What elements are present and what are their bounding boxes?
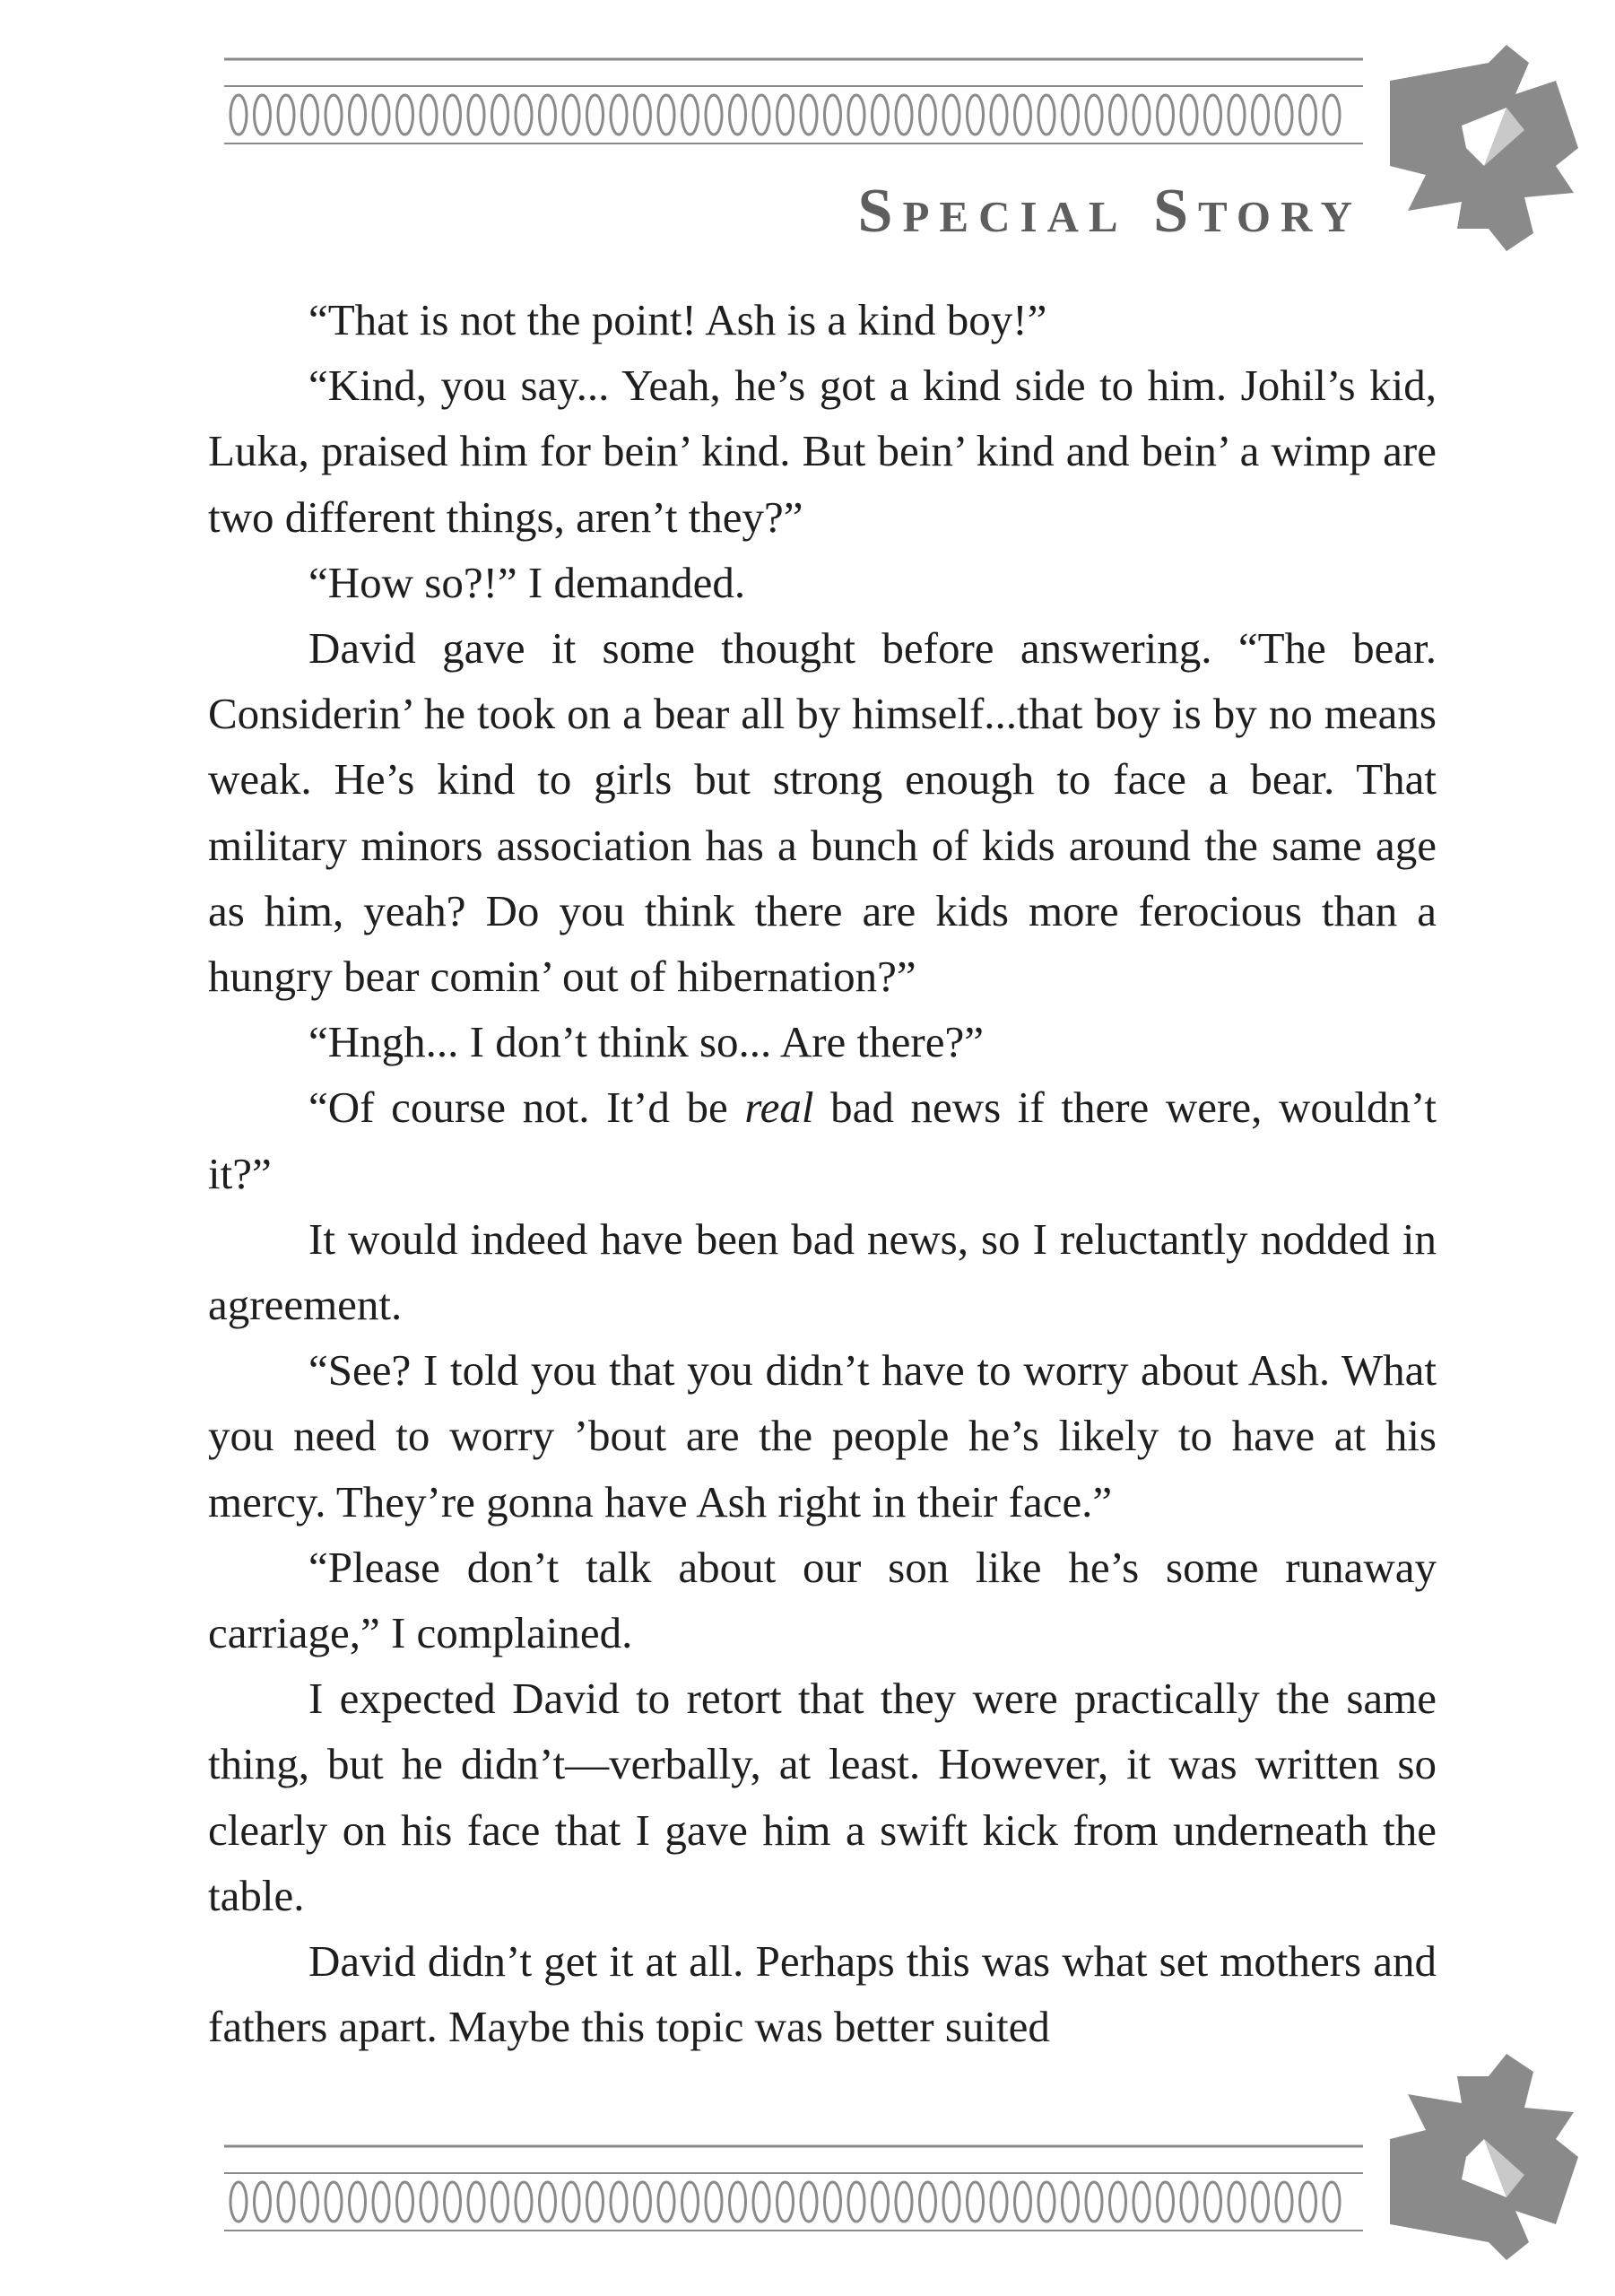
chain-link <box>1253 95 1269 135</box>
chain-link <box>1086 2182 1102 2222</box>
puzzle-piece-corner-icon <box>1372 2054 1578 2260</box>
chain-link <box>421 2182 437 2222</box>
chain-link <box>326 95 342 135</box>
chain-link <box>1229 2182 1245 2222</box>
chain-link <box>658 2182 674 2222</box>
chain-link <box>682 2182 699 2222</box>
chain-link <box>1063 2182 1079 2222</box>
paragraph: “Kind, you say... Yeah, he’s got a kind side to him. Johil’s kid, Luka, praised him for bein’ kind. But bein’ kind and bein’ a wimp are two different things, aren’t they?” <box>208 361 1437 542</box>
chain-link <box>421 95 437 135</box>
paragraph: David didn’t get it at all. Perhaps this was what set mothers and fathers apart. Maybe this topic was better suited <box>208 1936 1437 2052</box>
paragraph: It would indeed have been bad news, so I reluctantly nodded in agreement. <box>208 1213 1437 1330</box>
chain-link <box>825 95 841 135</box>
chain-link <box>920 2182 936 2222</box>
chain-link <box>873 95 889 135</box>
paragraph-text: “Of course not. It’d be <box>308 1083 745 1133</box>
chain-link <box>1181 95 1197 135</box>
chain-link <box>682 95 699 135</box>
chain-link <box>1300 2182 1316 2222</box>
chain-link <box>587 2182 603 2222</box>
chain-link <box>943 95 959 135</box>
chain-link <box>468 2182 484 2222</box>
chain-link <box>468 95 484 135</box>
chain-link <box>896 2182 912 2222</box>
puzzle-piece-corner-icon <box>1372 45 1578 251</box>
chain-link <box>350 2182 366 2222</box>
chain-link <box>1276 2182 1292 2222</box>
page-header-title: Special Story <box>857 177 1362 246</box>
chain-link <box>1276 95 1292 135</box>
paragraph: “See? I told you that you didn’t have to worry about Ash. What you need to worry ’bout are the people he’s likely to have at his mercy. They’re gonna have Ash right in their face.” <box>208 1345 1437 1526</box>
chain-link <box>563 2182 579 2222</box>
chain-link <box>968 2182 984 2222</box>
chain-link <box>1038 95 1055 135</box>
paragraph: I expected David to retort that they were practically the same thing, but he didn’t—verbally, at least. However, it was written so clearly on his face that I gave him a swift kick from underneath the table. <box>208 1674 1437 1920</box>
chain-link <box>563 95 579 135</box>
chain-link <box>1181 2182 1197 2222</box>
chain-link <box>658 95 674 135</box>
chain-link <box>991 2182 1007 2222</box>
paragraph: David gave it some thought before answering. “The bear. Considerin’ he took on a bear all by himself...that boy is by no means weak. He’s kind to girls but strong enough to face a bear. That military minors association has a bunch of kids around the same age as him, yeah? Do you think there are kids more ferocious than a hungry bear comin’ out of hibernation?” <box>208 623 1437 1002</box>
chain-link <box>587 95 603 135</box>
paragraph: “How so?!” I demanded. <box>308 557 746 607</box>
chain-link <box>278 95 294 135</box>
chain-link <box>1205 95 1221 135</box>
chain-link <box>302 95 318 135</box>
chain-link <box>516 2182 532 2222</box>
chain-link <box>777 2182 794 2222</box>
chain-link <box>848 2182 864 2222</box>
chain-link <box>825 2182 841 2222</box>
chain-link <box>1158 95 1174 135</box>
chain-link <box>753 95 769 135</box>
chain-link <box>1086 95 1102 135</box>
chain-link <box>540 95 556 135</box>
chain-link <box>302 2182 318 2222</box>
chain-link <box>397 2182 413 2222</box>
chain-link <box>230 2182 247 2222</box>
chain-link <box>920 95 936 135</box>
chain-link <box>230 95 247 135</box>
bottom-chain-pattern <box>230 2182 1340 2222</box>
paragraph-text: bad news if there were, wouldn’t it?” <box>208 1083 1437 1198</box>
chain-link <box>516 95 532 135</box>
chain-link <box>1110 95 1126 135</box>
chain-link <box>1253 2182 1269 2222</box>
chain-link <box>326 2182 342 2222</box>
chain-link <box>635 2182 651 2222</box>
chain-link <box>397 95 413 135</box>
chain-link <box>1324 2182 1340 2222</box>
chain-link <box>445 95 461 135</box>
chain-link <box>611 2182 627 2222</box>
chain-link <box>801 95 817 135</box>
chain-link <box>255 95 271 135</box>
chain-link <box>1110 2182 1126 2222</box>
top-ornament-band <box>224 54 1363 160</box>
chain-link <box>1015 95 1031 135</box>
chain-link <box>801 2182 817 2222</box>
chain-link <box>848 95 864 135</box>
chain-link <box>255 2182 271 2222</box>
paragraph: “That is not the point! Ash is a kind boy!” <box>308 295 1047 344</box>
chain-link <box>492 2182 508 2222</box>
bottom-ornament-band <box>224 2141 1363 2247</box>
chain-link <box>1063 95 1079 135</box>
chain-link <box>1133 2182 1150 2222</box>
chain-link <box>706 2182 722 2222</box>
chain-link <box>1015 2182 1031 2222</box>
top-chain-pattern <box>230 95 1340 135</box>
chain-link <box>753 2182 769 2222</box>
chain-link <box>1038 2182 1055 2222</box>
emphasized-word: real <box>744 1083 814 1133</box>
chain-link <box>611 95 627 135</box>
chain-link <box>943 2182 959 2222</box>
paragraph: “Hngh... I don’t think so... Are there?” <box>308 1017 984 1067</box>
paragraph: “Please don’t talk about our son like he’s some runaway carriage,” I complained. <box>208 1542 1437 1658</box>
chain-link <box>635 95 651 135</box>
chain-link <box>350 95 366 135</box>
chain-link <box>373 2182 389 2222</box>
chain-link <box>896 95 912 135</box>
chain-link <box>777 95 794 135</box>
story-text <box>208 287 1437 2059</box>
chain-link <box>1229 95 1245 135</box>
chain-link <box>730 95 746 135</box>
chain-link <box>1133 95 1150 135</box>
chain-link <box>873 2182 889 2222</box>
chain-link <box>730 2182 746 2222</box>
paragraph <box>208 1074 1437 1205</box>
chain-link <box>1324 95 1340 135</box>
chain-link <box>445 2182 461 2222</box>
chain-link <box>1300 95 1316 135</box>
chain-link <box>373 95 389 135</box>
chain-link <box>492 95 508 135</box>
chain-link <box>540 2182 556 2222</box>
chain-link <box>278 2182 294 2222</box>
chain-link <box>1205 2182 1221 2222</box>
chain-link <box>1158 2182 1174 2222</box>
chain-link <box>706 95 722 135</box>
chain-link <box>968 95 984 135</box>
chain-link <box>991 95 1007 135</box>
